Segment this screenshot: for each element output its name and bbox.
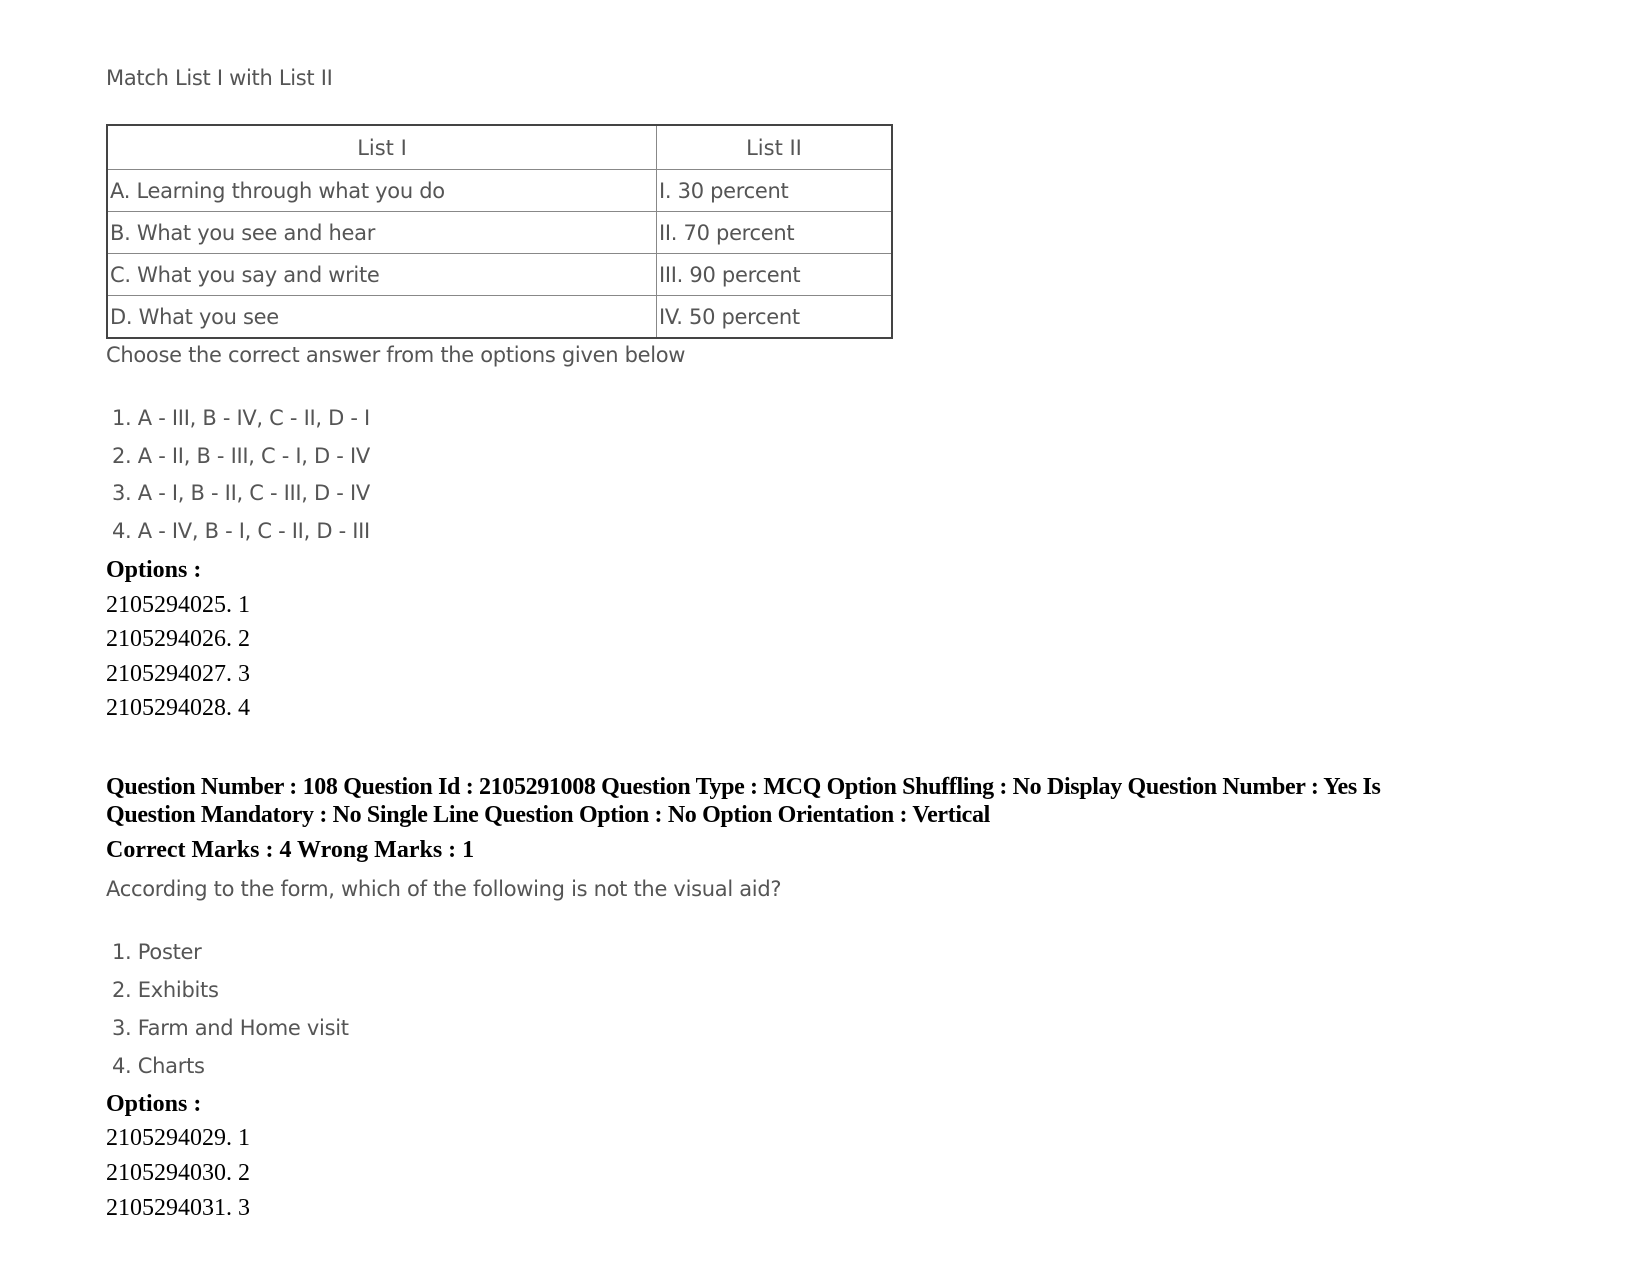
question-text: According to the form, which of the following is not the visual aid?	[106, 877, 782, 901]
table-row	[107, 212, 892, 254]
option-item: 2105294031. 3	[106, 1195, 250, 1221]
table-cell: II. 70 percent	[657, 212, 893, 254]
options-label: Options :	[106, 557, 202, 583]
option-item: 2105294026. 2	[106, 626, 250, 652]
instruction: Choose the correct answer from the options given below	[106, 343, 686, 367]
options-label: Options :	[106, 1091, 202, 1117]
match-table	[106, 124, 893, 339]
option-item: 2105294028. 4	[106, 695, 250, 721]
table-cell: D. What you see	[107, 296, 657, 339]
table-cell: IV. 50 percent	[657, 296, 893, 339]
option-item: 2105294025. 1	[106, 592, 250, 618]
table-row	[107, 254, 892, 296]
choice-item: 2. A - II, B - III, C - I, D - IV	[112, 444, 370, 468]
table-cell: A. Learning through what you do	[107, 170, 657, 212]
table-row	[107, 170, 892, 212]
column-header: List I	[107, 125, 657, 170]
question-marks: Correct Marks : 4 Wrong Marks : 1	[106, 837, 475, 863]
choice-item: 1. A - III, B - IV, C - II, D - I	[112, 406, 370, 430]
table-header-row	[107, 125, 892, 170]
choice-item: 1. Poster	[112, 940, 202, 964]
choice-item: 4. Charts	[112, 1054, 205, 1078]
table-cell: I. 30 percent	[657, 170, 893, 212]
choice-item: 4. A - IV, B - I, C - II, D - III	[112, 519, 370, 543]
choice-item: 3. A - I, B - II, C - III, D - IV	[112, 481, 370, 505]
table-cell: III. 90 percent	[657, 254, 893, 296]
choice-item: 2. Exhibits	[112, 978, 219, 1002]
question-meta-line1: Question Number : 108 Question Id : 2105291008 Question Type : MCQ Option Shuffling : No Display Question Number : Yes Is	[106, 774, 1381, 800]
option-item: 2105294029. 1	[106, 1125, 250, 1151]
column-header: List II	[657, 125, 893, 170]
choice-item: 3. Farm and Home visit	[112, 1016, 349, 1040]
table-cell: C. What you say and write	[107, 254, 657, 296]
question-meta-line2: Question Mandatory : No Single Line Question Option : No Option Orientation : Vertical	[106, 802, 990, 828]
match-intro: Match List I with List II	[106, 66, 333, 90]
option-item: 2105294027. 3	[106, 661, 250, 687]
table-row	[107, 296, 892, 339]
option-item: 2105294030. 2	[106, 1160, 250, 1186]
table-cell: B. What you see and hear	[107, 212, 657, 254]
